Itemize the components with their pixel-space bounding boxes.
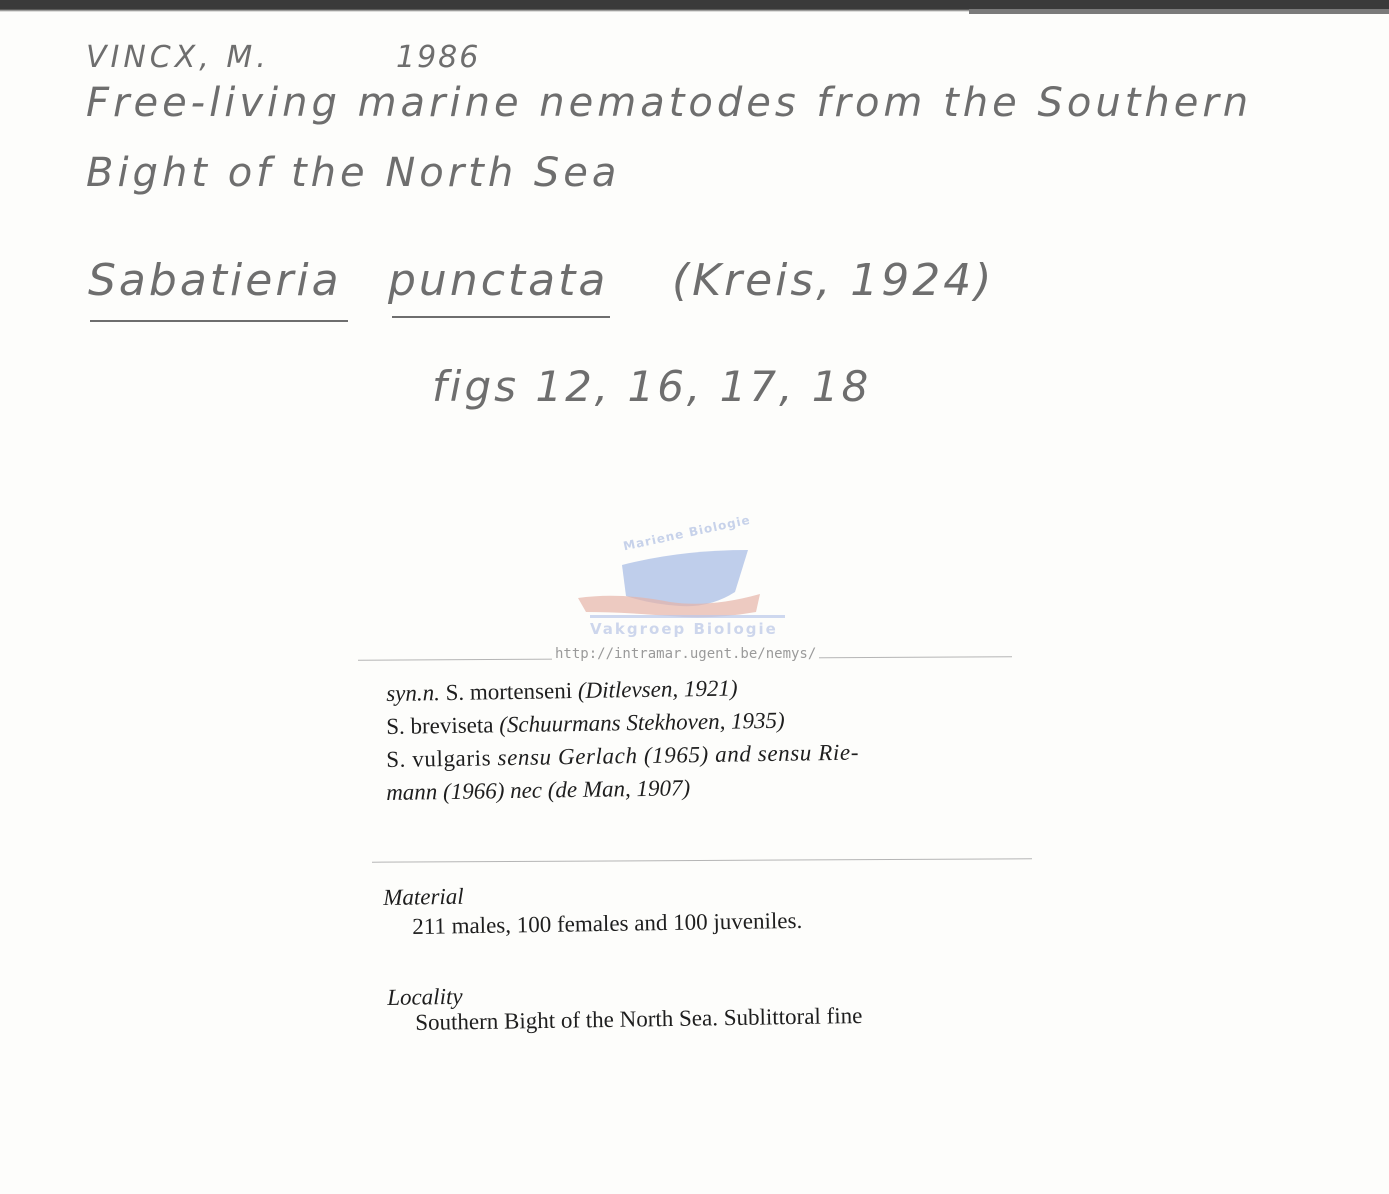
handwritten-year: 1986 <box>396 40 481 75</box>
synonym-note: sensu Gerlach (1965) and sensu Rie- <box>497 739 860 771</box>
species-underline <box>392 316 610 318</box>
watermark-url: http://intramar.ugent.be/nemys/ <box>552 646 819 662</box>
material-text: 211 males, 100 females and 100 juveniles. <box>412 907 803 939</box>
synonym-label: syn.n. <box>386 680 441 706</box>
material-heading: Material <box>383 883 464 910</box>
handwritten-title-line-1: Free-living marine nematodes from the Southern <box>86 80 1253 126</box>
genus-underline <box>90 320 348 322</box>
synonym-line-2 <box>386 708 785 740</box>
synonym-name: S. mortenseni <box>445 678 573 706</box>
locality-text: Southern Bight of the North Sea. Sublittoral fine <box>415 1002 863 1035</box>
locality-heading: Locality <box>387 983 463 1010</box>
rule-middle <box>372 858 1032 862</box>
handwritten-author: VINCX, M. <box>86 40 270 75</box>
handwritten-species: punctata <box>388 255 609 306</box>
synonym-name: S. vulgaris <box>386 745 492 772</box>
synonym-name: S. breviseta <box>386 712 494 739</box>
watermark-top-text: Mariene Biologie <box>621 512 752 554</box>
synonym-line-3 <box>386 740 859 773</box>
synonym-authority: (Schuurmans Stekhoven, 1935) <box>499 707 785 738</box>
synonym-line-1 <box>386 675 738 707</box>
handwritten-authority: (Kreis, 1924) <box>672 255 995 306</box>
handwritten-genus: Sabatieria <box>88 255 342 306</box>
watermark-bottom-text: Vakgroep Biologie <box>590 620 778 638</box>
handwritten-title-line-2: Bight of the North Sea <box>86 150 621 196</box>
handwritten-figures: figs 12, 16, 17, 18 <box>432 362 872 411</box>
synonym-authority: (Ditlevsen, 1921) <box>577 675 738 703</box>
scan-top-edge-shadow <box>969 9 1389 14</box>
synonym-line-4: mann (1966) nec (de Man, 1907) <box>386 775 691 805</box>
